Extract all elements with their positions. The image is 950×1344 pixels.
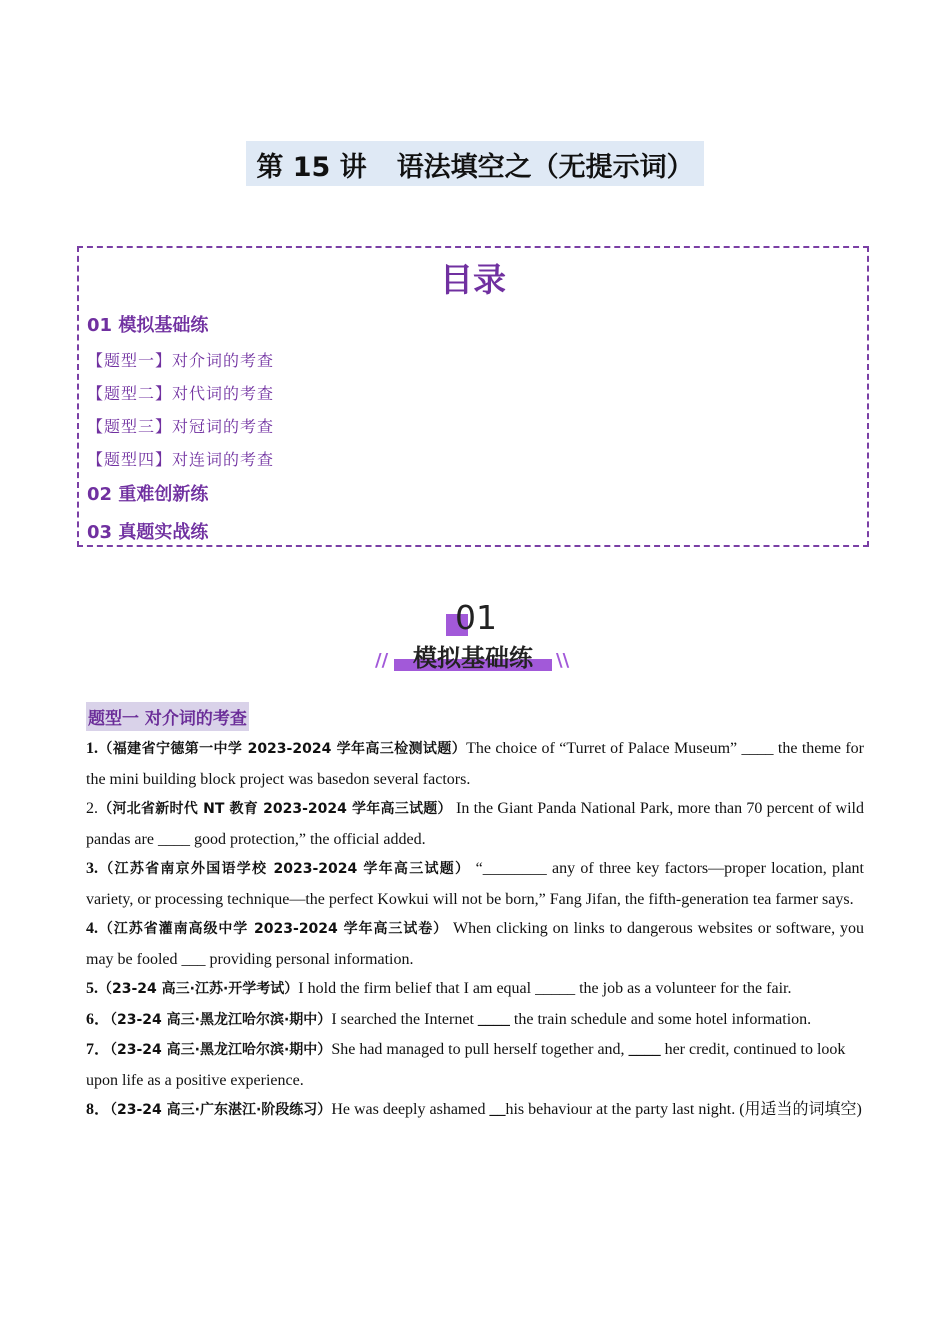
question-blank[interactable]: ________ xyxy=(482,860,547,877)
question-number: 2. xyxy=(86,800,98,817)
question-number: 7． xyxy=(86,1041,111,1058)
toc-subitem-3[interactable]: 【题型三】对冠词的考查 xyxy=(87,417,275,436)
question-blank[interactable]: ____ xyxy=(157,830,190,848)
question-source: （23-24 高三·江苏·开学考试） xyxy=(98,981,299,997)
question-item xyxy=(86,1005,864,1036)
question-blank[interactable]: __ xyxy=(489,1101,506,1118)
question-text: When clicking on links to dangerous websites or software, you may be fooled xyxy=(86,920,864,968)
question-number: 1. xyxy=(86,740,98,757)
section-heading: 题型一 对介词的考查 xyxy=(86,702,249,731)
question-item xyxy=(86,734,864,794)
question-item xyxy=(86,794,864,854)
question-blank[interactable]: _____ xyxy=(535,980,576,997)
question-blank[interactable]: ____ xyxy=(477,1010,510,1028)
question-text: She had managed to pull herself together and, xyxy=(331,1041,629,1058)
question-text: any of three key factors—proper location, plant variety, or processing technique—the perfect Kowkui will not be born,” Fang Jifan, the fifth-generation tea farmer says. xyxy=(86,860,864,908)
question-item xyxy=(86,1095,864,1126)
toc-section-3[interactable]: 03 真题实战练 xyxy=(87,522,209,543)
question-item xyxy=(86,854,864,914)
question-number: 8． xyxy=(86,1101,111,1118)
question-number: 6． xyxy=(86,1010,111,1028)
question-text: the theme for the mini building block project was basedon several factors. xyxy=(86,740,865,788)
toc-subitem-4[interactable]: 【题型四】对连词的考查 xyxy=(87,450,275,469)
toc-subitem-1[interactable]: 【题型一】对介词的考查 xyxy=(87,351,275,370)
badge-label: 模拟基础练 xyxy=(413,644,533,672)
toc-section-2[interactable]: 02 重难创新练 xyxy=(87,484,209,505)
question-text: I searched the Internet xyxy=(331,1010,478,1028)
question-number: 5. xyxy=(86,980,98,997)
question-blank[interactable]: ___ xyxy=(181,950,206,968)
question-blank[interactable]: ____ xyxy=(628,1041,661,1058)
question-text: I hold the firm belief that I am equal xyxy=(298,980,536,997)
question-source: （23-24 高三·黑龙江哈尔滨·期中） xyxy=(110,1042,332,1058)
question-source: （江苏省灌南高级中学 2023-2024 学年高三试卷） xyxy=(98,921,449,937)
question-item xyxy=(86,974,864,1005)
title-wrap xyxy=(0,141,950,186)
question-text: In the Giant Panda National Park, more than 70 percent of wild pandas are xyxy=(86,800,864,848)
question-item xyxy=(86,1035,864,1095)
badge-slash-left: // xyxy=(375,650,389,671)
page-title xyxy=(246,141,703,186)
question-text: “ xyxy=(470,860,483,877)
question-text: the train schedule and some hotel information. xyxy=(509,1010,812,1028)
badge-slash-right: \\ xyxy=(556,650,570,671)
question-source: （江苏省南京外国语学校 2023-2024 学年高三试题） xyxy=(98,861,471,877)
question-text: the job as a volunteer for the fair. xyxy=(575,980,792,997)
title-lecture: 第 15 讲 xyxy=(256,152,367,183)
question-item xyxy=(86,914,864,974)
section-badge xyxy=(375,598,575,678)
question-text: He was deeply ashamed xyxy=(331,1101,490,1118)
title-topic: 语法填空之（无提示词） xyxy=(396,152,694,183)
question-number: 4. xyxy=(86,920,98,937)
toc-heading: 目录 xyxy=(440,260,506,299)
question-source: （23-24 高三·黑龙江哈尔滨·期中） xyxy=(110,1011,332,1028)
toc-section-1[interactable]: 01 模拟基础练 xyxy=(87,315,209,336)
question-text: her credit, continued to look upon life as a positive experience. xyxy=(86,1041,846,1089)
question-text: The choice of “Turret of Palace Museum” xyxy=(466,740,742,757)
question-text: providing personal information. xyxy=(205,950,414,968)
question-list xyxy=(86,734,864,1126)
question-number: 3. xyxy=(86,860,98,877)
table-of-contents xyxy=(77,246,869,547)
question-text: his behaviour at the party last night. (用适当的词填空) xyxy=(505,1101,862,1118)
question-source: （福建省宁德第一中学 2023-2024 学年高三检测试题） xyxy=(98,741,467,757)
question-source: （河北省新时代 NT 教育 2023-2024 学年高三试题） xyxy=(98,801,452,817)
question-text: good protection,” the official added. xyxy=(189,830,426,848)
badge-number: 01 xyxy=(455,598,497,637)
question-blank[interactable]: ____ xyxy=(741,740,774,757)
toc-subitem-2[interactable]: 【题型二】对代词的考查 xyxy=(87,384,275,403)
question-source: （23-24 高三·广东湛江·阶段练习） xyxy=(110,1102,332,1118)
